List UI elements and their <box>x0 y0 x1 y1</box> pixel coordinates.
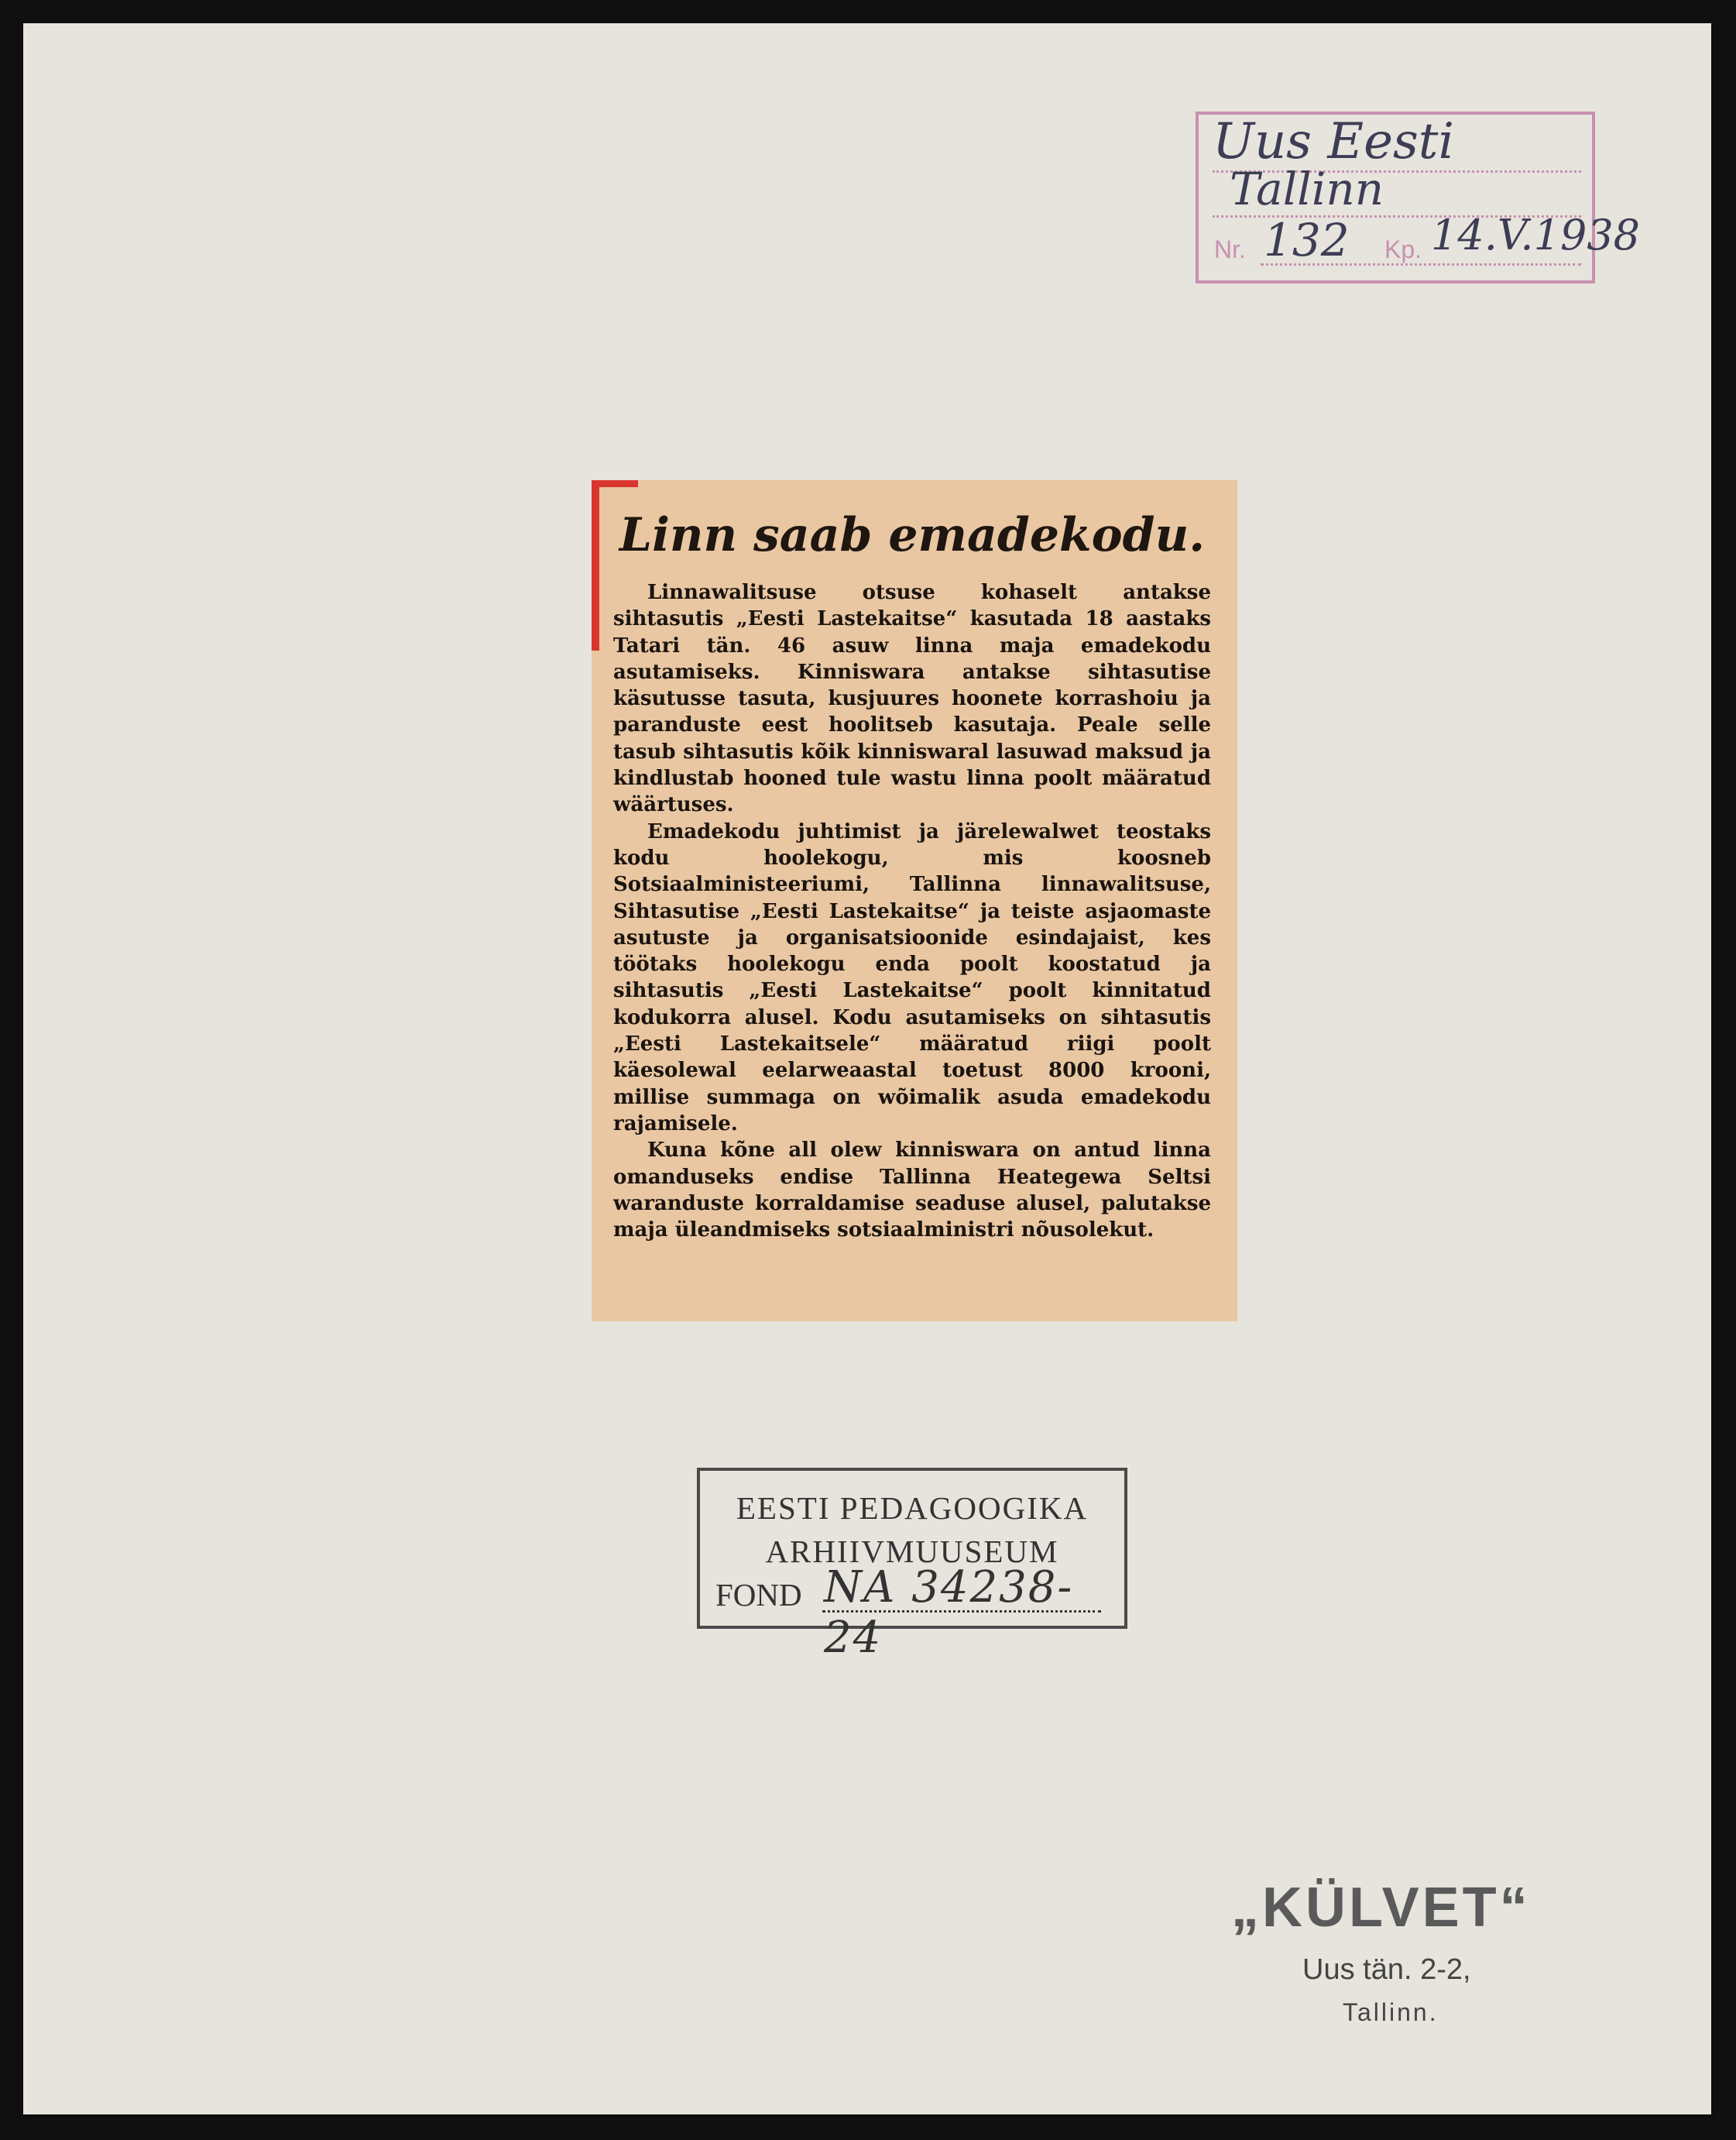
publisher-street: Uus tän. 2-2, <box>1302 1953 1471 1986</box>
clipping-paragraph: Kuna kõne all olew kinniswara on antud linna omanduseks endise Tallinna Heategewa Seltsi waranduste korraldamise seaduse alusel, palutakse maja üleandmiseks sotsiaalministri nõusolekut. <box>613 1139 1211 1242</box>
registration-stamp <box>1196 112 1641 283</box>
archive-name-line2: ARHIIVMUUSEUM <box>765 1534 1059 1569</box>
handwritten-city: Tallinn <box>1230 163 1384 215</box>
handwritten-date: 14.V.1938 <box>1431 211 1641 259</box>
handwritten-fond-number: NA 34238-24 <box>824 1562 1074 1663</box>
fond-label: FOND <box>715 1577 802 1613</box>
handwritten-newspaper-title: Uus Eesti <box>1213 113 1454 170</box>
newspaper-clipping <box>592 480 1237 1321</box>
publisher-name: „KÜLVET“ <box>1231 1877 1531 1939</box>
archive-name-line1: EESTI PEDAGOOGIKA <box>736 1490 1089 1526</box>
clipping-headline: Linn saab emadekodu. <box>619 508 1206 562</box>
archive-stamp <box>697 1468 1127 1663</box>
red-margin-mark <box>592 480 638 487</box>
red-margin-mark <box>592 480 599 651</box>
publisher-city: Tallinn. <box>1343 1998 1439 2026</box>
number-label: Nr. <box>1214 235 1246 263</box>
fond-dotted-line <box>822 1610 1101 1613</box>
handwritten-number: 132 <box>1264 214 1350 266</box>
date-label: Kp. <box>1384 235 1422 263</box>
clipping-paragraph: Linnawalitsuse otsuse kohaselt antakse sihtasutis „Eesti Lastekaitse“ kasutada 18 aastaks Tatari tän. 46 asuw linna maja emadekodu asutamiseks. Kinniswara antakse sihtasutise käsutusse tasuta, kusjuures hoonete korrashoiu ja paranduste eest hoolitseb kasutaja. Peale selle tasub sihtasutis kõik kinniswaral lasuwad maksud ja kindlustab hooned tule wastu linna poolt määratud wäärtuses. <box>613 581 1211 817</box>
clipping-paragraph: Emadekodu juhtimist ja järelewalwet teostaks kodu hoolekogu, mis koosneb Sotsiaalministeeriumi, Tallinna linnawalitsuse, Sihtasutise „Eesti Lastekaitse“ ja teiste asjaomaste asutuste ja organisatsioonide esindajaist, kes töötaks hoolekogu enda poolt koostatud ja sihtasutis „Eesti Lastekaitse“ poolt kinnitatud kodukorra alusel. Kodu asutamiseks on sihtasutis „Eesti Lastekaitsele“ määratud riigi poolt käesolewal eelarweaastal toetust 8000 krooni, millise summaga on wõimalik asuda emadekodu rajamisele. <box>613 819 1211 1135</box>
stamp-dotted-line <box>1261 263 1581 268</box>
